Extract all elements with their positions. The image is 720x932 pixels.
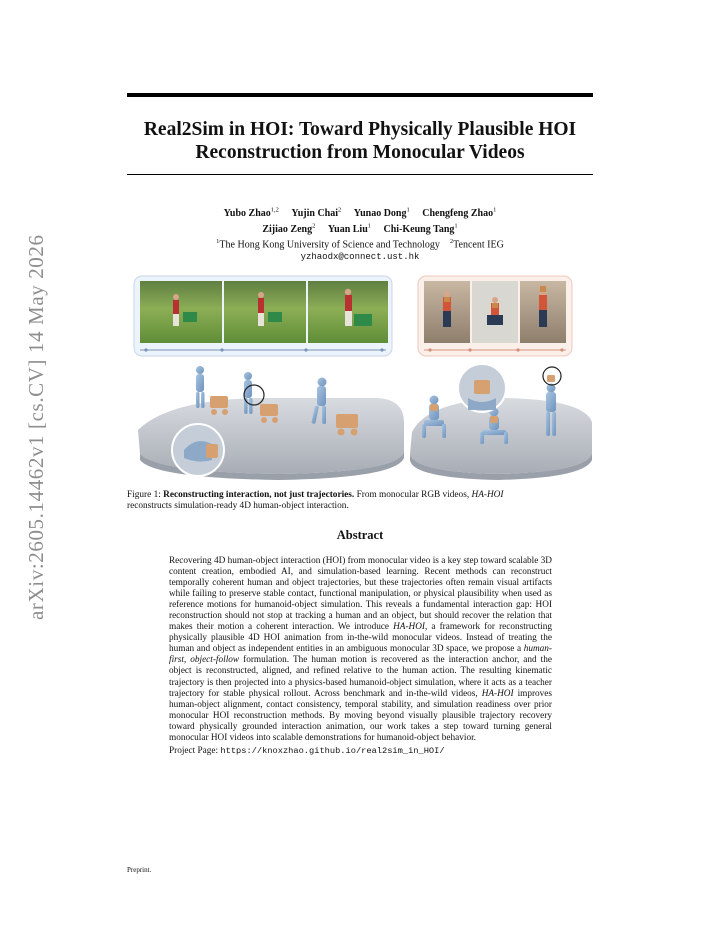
affiliation: Tencent IEG [453, 238, 504, 250]
arxiv-watermark: arXiv:2605.14462v1 [cs.CV] 14 May 2026 [24, 234, 48, 620]
title-rule-bottom [127, 174, 593, 175]
video-strip-right [418, 276, 572, 356]
author-line-1 [127, 205, 593, 220]
video-strip-left [134, 276, 392, 356]
author: Zijiao Zeng$^2$ [262, 222, 316, 235]
figure-caption: Figure 1: Reconstructing interaction, not just trajectories. From monocular RGB videos, HA-HOI reconstructs simulation-ready 4D human-object interaction. [127, 490, 504, 512]
method-name: HA-HOI [471, 490, 504, 500]
abstract-heading: Abstract [336, 528, 384, 542]
teaser-figure [128, 272, 596, 484]
simulation-platform-right [410, 364, 592, 480]
author: Yujin Chai$^2$ [291, 207, 342, 220]
author: Yuan Liu$^1$ [327, 222, 372, 235]
person-frame [539, 286, 547, 327]
author: Chengfeng Zhao$^1$ [422, 207, 497, 220]
abstract-paragraph: Recovering 4D human-object interaction (HOI) from monocular video is a key step toward scalable 3D content creation, embodied AI, and simulation-based learning. Recent methods can reconstruct temporally coherent human and object trajectories, but these trajectories often remain visual artifacts while failing to preserve stable contact, functional manipulation, or physical plausibility when used as reference motions for humanoid-object simulation. This reveals a fundamental interaction gap: HOI reconstruction should not stop at tracking a human and an object, but should recover the relation that makes their motion a coherent interaction. We introduce HA-HOI, a framework for reconstructing physically plausible 4D HOI animation from in-the-wild monocular videos. Instead of treating the human and object as independent entities in an ambiguous monocular 3D space, we propose a human-first, object-follow formulation. The human motion is recovered as the interaction anchor, and the object is reconstructed, aligned, and refined relative to the human action. The resulting kinematic trajectory is then projected into a physics-based humanoid-object simulation, where it acts as a teacher trajectory for stable physical rollout. Across benchmark and in-the-wild videos, HA-HOI improves human-object alignment, contact consistency, temporal stability, and simulation readiness over prior monocular HOI reconstruction methods. By moving beyond visually plausible trajectory recovery toward physically grounded interaction animation, our work takes a step toward turning general monocular HOI videos into scalable demonstrations for humanoid-object behavior. [169, 556, 553, 743]
affiliation: The Hong Kong University of Science and Technology [219, 238, 440, 250]
title-line-1: Real2Sim in HOI: Toward Physically Plausible HOI [143, 119, 577, 140]
project-page: Project Page: https://knoxzhao.github.io/real2sim_in_HOI/ [169, 745, 445, 756]
author: Yubo Zhao$^{1,2}$ [223, 207, 279, 220]
author-line-2 [127, 220, 593, 235]
abstract-body [169, 556, 552, 757]
caption-bold: Reconstructing interaction, not just trajectories. [163, 490, 355, 500]
email: yzhaodx@connect.ust.hk [300, 251, 420, 262]
title-rule-top [127, 93, 593, 97]
author-block [127, 205, 593, 263]
preprint-footer: Preprint. [127, 866, 152, 874]
paper-title [127, 118, 593, 164]
author: Yunao Dong$^1$ [353, 207, 410, 220]
title-line-2: Reconstruction from Monocular Videos [195, 142, 525, 163]
author: Chi-Keung Tang$^1$ [383, 222, 458, 235]
project-link[interactable]: https://knoxzhao.github.io/real2sim_in_HOI/ [220, 745, 445, 756]
caption-label: Figure 1: [127, 490, 161, 500]
simulation-platform-left [138, 366, 404, 480]
affiliations: $^1$The Hong Kong University of Science and Technology $^2$Tencent IEG [216, 237, 504, 250]
